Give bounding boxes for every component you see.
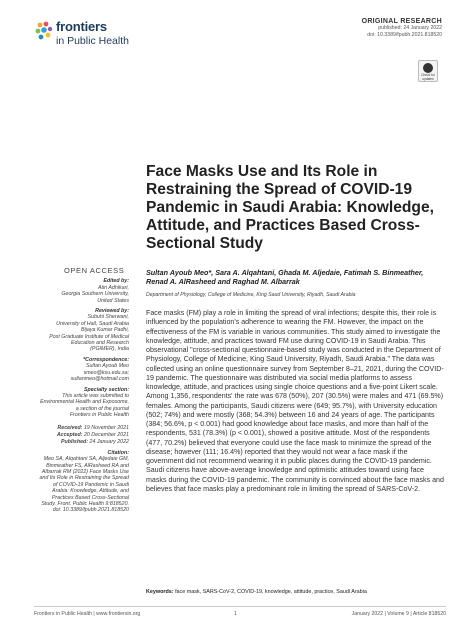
- keywords: [146, 589, 446, 595]
- date-published: [34, 439, 129, 445]
- reviewed-by-line: Subuhi Sherwani,: [87, 314, 129, 321]
- article-title: Face Masks Use and Its Role in Restraining the Spread of COVID-19 Pandemic in Saudi Arabia: Knowledge, Attitude, and Practices Based Cross-Sectional Study: [146, 163, 434, 252]
- date-label: Accepted:: [56, 431, 83, 438]
- article-meta: [362, 18, 442, 39]
- citation-line: doi: 10.3389/fpubh.2021.818520: [52, 507, 129, 514]
- citation-line: of COVID-19 Pandemic in Saudi: [53, 481, 129, 488]
- specialty-title: Specialty section:: [83, 386, 129, 393]
- article-type: ORIGINAL RESEARCH: [361, 18, 442, 25]
- keywords-list: face mask, SARS-CoV-2, COVID-19, knowledge, attitude, practice, Saudi Arabia: [175, 589, 367, 595]
- edited-by-line: United States: [97, 297, 129, 304]
- citation-line: and Its Role in Restraining the Spread: [39, 475, 129, 482]
- dates: [34, 425, 129, 446]
- citation-line: Meo SA, Alqahtani SA, Aljedaie GM,: [43, 456, 129, 463]
- journal-logo: [34, 18, 144, 48]
- citation-line: Study. Front. Public Health 9:818520.: [41, 501, 129, 507]
- correspondence-email[interactable]: sultanmeo@hotmail.com: [70, 376, 129, 383]
- date-received: [34, 425, 129, 431]
- check-updates-label: Check for updates: [421, 73, 435, 81]
- citation-line: Binmeather FS, AlRasheed RA and: [46, 462, 129, 469]
- date-label: Published:: [60, 439, 89, 446]
- date-value: 24 January 2022: [89, 439, 129, 446]
- date-value: 20 December 2021: [83, 431, 129, 438]
- journal-name: in Public Health: [56, 35, 129, 47]
- article-sidebar: [34, 268, 129, 514]
- abstract: Face masks (FM) play a role in limiting the spread of viral infections; despite this, their role is influenced by the population's adherence to wearing the FM. However, the impact on the effectiveness of the FM is variable in various communities. This study aimed to investigate the knowledge, attitude, and practices toward FM use during COVID-19 in Saudi Arabia. This observational "cross-sectional questionnaire-based study was conducted in the Department of Physiology, College of Medicine, King Saud University, Riyadh, Saudi Arabia." The data was collected using an online questionnaire survey from September 8–21, 2021, during the COVID-19 pandemic. The questionnaire was distributed via social media platforms to assess knowledge, attitude, and practices using single choice questions and a five-point Likert scale. Among 1,356, respondents' the rate was 678 (50%), 207 (30.5%) were males and 471 (69.5%) females. Among the participants, Saudi citizens were (649; 95.7%), with University education (502; 74%) and were mostly (368; 54.3%) between 16 and 24 years of age. The participants (384; 56.6%, p < 0.001) had good knowledge about face masks, and more than half of the respondents, 531 (78.3%) (p < 0.001), showed a positive attitude. Most of the respondents (477, 70.2%) believed that everyone could use the face mask to minimize the spread of the disease; however (111; 16.4%) reported that they would not wear a face mask if the government did not recommend wearing it in public places during the COVID-19 pandemic. Saudi citizens have above-average knowledge and optimistic attitudes toward using face masks during the COVID-19 pandemic. The community is convinced about the face masks and believes that face masks play a predominant role in limiting the spread of SARS-CoV-2.: [146, 309, 444, 493]
- correspondence-email[interactable]: smeo@ksu.edu.sa;: [83, 369, 129, 376]
- edited-by-line: Atiri Adhikari,: [97, 284, 129, 291]
- brand-name: frontiers: [56, 19, 107, 34]
- page-number: 1: [234, 611, 237, 617]
- keywords-label: Keywords:: [146, 589, 174, 595]
- reviewed-by-title: Reviewed by:: [95, 308, 129, 315]
- reviewed-by-line: (PGIMER), India: [90, 346, 129, 353]
- specialty-line: Frontiers in Public Health: [69, 412, 129, 419]
- author-list: Sultan Ayoub Meo*, Sara A. Alqahtani, Ghada M. Aljedaie, Fatimah S. Binmeather, Renad A. AlRasheed and Raghad M. Albarrak: [146, 268, 424, 286]
- correspondence-title: *Correspondence:: [83, 356, 129, 363]
- doi[interactable]: doi: 10.3389/fpubh.2021.818520: [367, 32, 442, 38]
- frontiers-logo-icon: [34, 20, 54, 42]
- date-label: Received:: [57, 424, 83, 431]
- specialty-line: a section of the journal: [75, 405, 129, 412]
- specialty-line: This article was submitted to: [62, 392, 129, 399]
- check-updates-icon: [423, 63, 433, 73]
- citation-title: Citation:: [107, 449, 129, 456]
- specialty-line: Environmental Health and Exposome,: [40, 399, 129, 406]
- correspondence-line: Sultan Ayoub Meo: [85, 363, 129, 370]
- citation-line: Arabia: Knowledge, Attitude, and: [52, 488, 129, 495]
- edited-by-line: Georgia Southern University,: [61, 291, 129, 298]
- footer-divider: [34, 606, 446, 607]
- reviewed-by-line: Bijaya Kumar Padhi,: [81, 327, 129, 334]
- citation-line: Practices Based Cross-Sectional: [51, 494, 129, 501]
- reviewed-by-line: Post Graduate Institute of Medical: [49, 333, 129, 340]
- reviewed-by-line: University of Hail, Saudi Arabia: [56, 320, 129, 327]
- footer-volume: January 2022 | Volume 9 | Article 818520: [351, 611, 446, 617]
- reviewed-by-line: Education and Research: [70, 340, 129, 347]
- affiliation: Department of Physiology, College of Medicine, King Saud University, Riyadh, Saudi Arabia: [146, 292, 356, 298]
- date-accepted: [34, 432, 129, 438]
- footer-journal[interactable]: Frontiers in Public Health | www.frontiersin.org: [34, 611, 141, 617]
- date-value: 19 November 2021: [83, 424, 129, 431]
- published-date: published: 24 January 2022: [378, 25, 442, 31]
- edited-by-title: Edited by:: [103, 278, 129, 285]
- citation-line: Albarrak RM (2022) Face Masks Use: [41, 468, 129, 475]
- check-for-updates-button[interactable]: [418, 60, 438, 82]
- open-access-label: OPEN ACCESS: [64, 266, 125, 275]
